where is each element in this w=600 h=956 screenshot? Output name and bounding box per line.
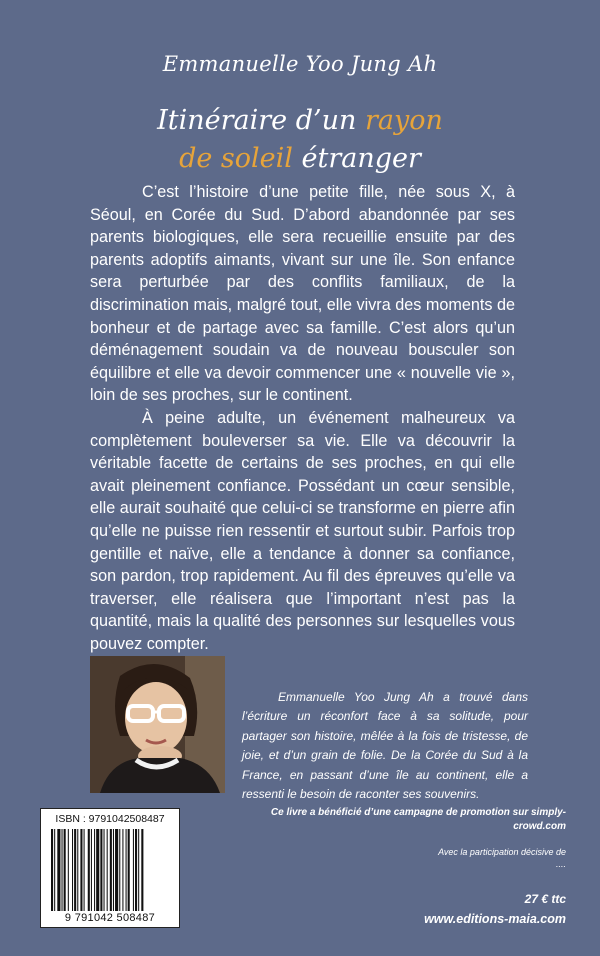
author-name: Emmanuelle Yoo Jung Ah [162, 52, 438, 76]
isbn-label: ISBN : 9791042508487 [55, 813, 165, 825]
summary-paragraph-1: C’est l’histoire d’une petite fille, née sous X, à Séoul, en Corée du Sud. D’abord abandonnée par ses parents biologiques, elle sera recueillie ensuite par des parents adoptifs aimants, vivant sur une île. Son enfance sera perturbée par des conflits familiaux, de la discrimination mais, malgré tout, elle vivra des moments de bonheur et de partage avec sa famille. C’est alors qu’un déménagement soudain va de nouveau bousculer son équilibre et elle va devoir commencer une « nouvelle vie », loin de ses proches, sur le continent. [90, 183, 515, 405]
author-bio [242, 688, 528, 804]
title-line-2 [0, 140, 600, 178]
author-portrait-illustration [90, 656, 225, 793]
participation-line-1: Avec la participation décisive de [438, 847, 566, 857]
summary-paragraph-2: À peine adulte, un événement malheureux va complètement bouleverser sa vie. Elle va découvrir la véritable facette de certains de ses proches, en qui elle avait pleinement confiance. Possédant un cœur sensible, elle aurait souhaité que celui-ci se transforme en pierre afin qu’elle ne puisse rien ressentir et surtout subir. Parfois trop gentille et naïve, elle a tendance à donner sa confiance, son pardon, trop rapidement. Au fil des épreuves qu’elle va traverser, elle réalisera que l’important n’est pas la quantité, mais la qualité des personnes sur lesquelles vous pouvez compter. [90, 408, 515, 653]
barcode-bars [51, 829, 169, 911]
promotion-note: Ce livre a bénéficié d’une campagne de promotion sur simply-crowd.com [270, 807, 566, 832]
title-accent-2: de soleil [179, 143, 293, 174]
barcode-digits: 9 791042 508487 [64, 912, 156, 924]
title-text-1: Itinéraire d’un [157, 105, 365, 136]
title-text-2: étranger [292, 143, 421, 174]
isbn-barcode [40, 808, 180, 928]
participation-note [246, 846, 566, 870]
participation-line-2: .... [555, 859, 566, 869]
back-cover-summary [90, 181, 515, 655]
title-line-1 [0, 102, 600, 140]
publisher-website: www.editions-maia.com [424, 912, 566, 926]
price: 27 € ttc [524, 892, 566, 906]
book-title [0, 102, 600, 178]
author-photo [90, 656, 225, 793]
title-accent-1: rayon [364, 105, 443, 136]
author-bio-text: Emmanuelle Yoo Jung Ah a trouvé dans l’écriture un réconfort face à sa solitude, pour partager son histoire, mêlée à la fois de tristesse, de joie, et d’un grain de folie. De la Corée du Sud à la France, en passant d’une île au continent, elle a ressenti le besoin de raconter ses souvenirs. [242, 690, 528, 802]
